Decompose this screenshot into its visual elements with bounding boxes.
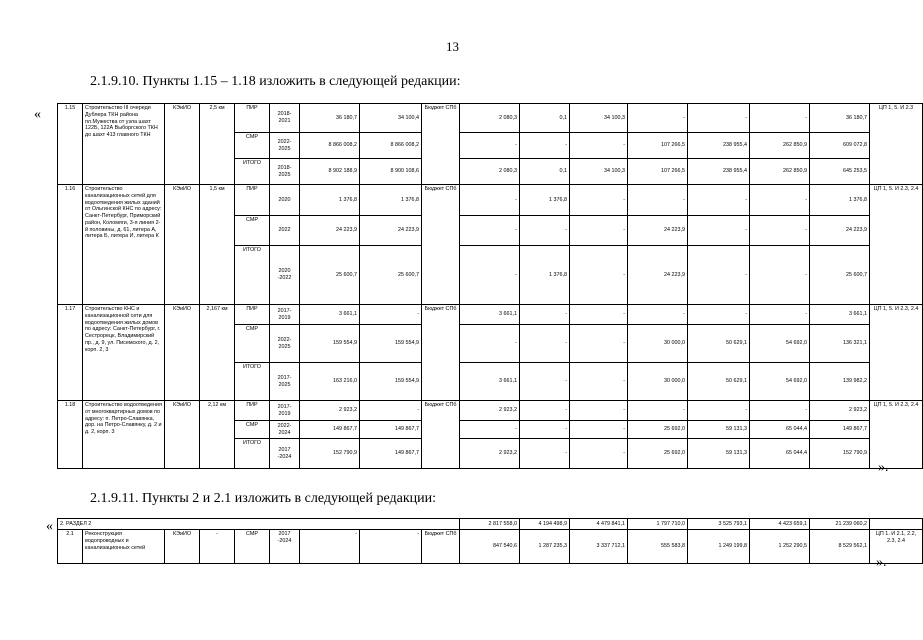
stage-cell: СМР [235,325,270,363]
limit-cell: 159 554,9 [360,325,422,363]
value-cell: 262 850,9 [750,133,810,159]
funding-cell: Бюджет СПб [422,185,460,305]
value-cell: 59 131,3 [688,421,750,439]
refs-cell: ЦП 1, 5. И 2.3, 2.4 [870,185,923,305]
cost-cell: 25 600,7 [300,246,360,305]
item-length: 2,5 км [200,104,235,185]
cost-cell: 36 180,7 [300,104,360,133]
item-name: Реконструкция водопроводных и канализационных сетей [83,530,165,564]
value-cell: 30 000,0 [628,325,688,363]
value-cell: 65 044,4 [750,439,810,469]
cost-cell: 163 216,0 [300,363,360,401]
item-number: 1.18 [58,401,83,469]
item-responsible: КЭиИО [165,305,200,401]
item-period: 2017 -2024 [270,530,300,564]
period-cell: 2017-2025 [270,363,300,401]
open-quote-2: « [46,519,53,534]
cost-cell: 8 902 188,9 [300,159,360,185]
cost-cell: 152 790,9 [300,439,360,469]
stage-cell: ИТОГО [235,159,270,185]
value-cell: 24 223,9 [628,216,688,246]
section-value: 2 817 558,0 [460,519,520,530]
value-cell: - [570,325,628,363]
value-cell: - [520,421,570,439]
value-cell: 36 180,7 [810,104,870,133]
value-cell: - [460,421,520,439]
value-cell: 2 923,2 [460,439,520,469]
value-cell: - [570,185,628,216]
cost-cell: 8 866 008,2 [300,133,360,159]
period-cell: 2022-2025 [270,133,300,159]
value-cell: 34 100,3 [570,159,628,185]
value-cell: - [520,363,570,401]
close-quote-2: ». [876,555,887,570]
cost-cell: 3 661,1 [300,305,360,325]
value-cell: 107 266,5 [628,159,688,185]
program-table-2 [57,518,923,564]
section-heading-1: 2.1.9.10. Пункты 1.15 – 1.18 изложить в следующей редакции: [90,74,461,89]
value-cell: 262 850,9 [750,159,810,185]
limit-cell: 8 900 108,6 [360,159,422,185]
value-cell: 1 376,8 [810,185,870,216]
value-cell: 645 253,5 [810,159,870,185]
funding-cell: Бюджет СПб [422,401,460,469]
value-cell: - [688,401,750,421]
period-cell: 2022-2024 [270,421,300,439]
value-cell: - [520,133,570,159]
value-cell: - [570,363,628,401]
cost-cell: 2 923,2 [300,401,360,421]
limit-cell: - [360,305,422,325]
value-cell: 54 692,0 [750,325,810,363]
table-row [58,185,923,216]
value-cell: - [570,305,628,325]
item-value: 1 249 199,8 [688,530,750,564]
value-cell: - [460,133,520,159]
value-cell: - [750,305,810,325]
value-cell: 30 000,0 [628,363,688,401]
open-quote-1: « [34,107,41,122]
item-name: Строительство КНС и канализационной сети для водоотведения жилых домов по адресу: Санкт-Петербург, г. Сестрорецк, Владимирский пр., д. 9, ул. Писемского, д. 2, корп. 2, 3 [83,305,165,401]
table-row [58,401,923,421]
item-name: Строительство III очереди Дублера ТКН района пл.Мужества от узла шахт 122Б, 122А Выборгского ТКН до шахт 413 главного ТКН [83,104,165,185]
value-cell: - [570,421,628,439]
limit-cell: - [360,401,422,421]
funding-cell: Бюджет СПб [422,305,460,401]
value-cell: 50 629,1 [688,363,750,401]
limit-cell: 8 866 008,2 [360,133,422,159]
item-responsible: КЭиИО [165,530,200,564]
item-funding: Бюджет СПб [422,530,460,564]
item-value: 3 337 712,1 [570,530,628,564]
value-cell: - [570,216,628,246]
value-cell: 2 080,3 [460,104,520,133]
period-cell: 2022-2025 [270,325,300,363]
item-responsible: КЭиИО [165,104,200,185]
section-value: 4 194 498,9 [520,519,570,530]
value-cell: 24 223,9 [628,246,688,305]
value-cell: 2 080,3 [460,159,520,185]
item-value: 1 252 290,5 [750,530,810,564]
item-number: 1.15 [58,104,83,185]
limit-cell: 149 867,7 [360,421,422,439]
program-table-1 [57,103,923,469]
item-length: 2,167 км [200,305,235,401]
section-value: 4 479 841,1 [570,519,628,530]
value-cell: 238 955,4 [688,133,750,159]
stage-cell: ПИР [235,305,270,325]
value-cell: 149 867,7 [810,421,870,439]
value-cell: - [688,305,750,325]
cost-cell: 1 376,8 [300,185,360,216]
value-cell: 65 044,4 [750,421,810,439]
value-cell: - [460,246,520,305]
value-cell: - [750,216,810,246]
section-value: 21 239 060,2 [810,519,870,530]
value-cell: 1 376,8 [520,246,570,305]
value-cell: - [688,104,750,133]
value-cell: 59 131,3 [688,439,750,469]
section-value: 4 423 659,1 [750,519,810,530]
value-cell: 2 923,2 [460,401,520,421]
value-cell: - [520,305,570,325]
item-value: 847 540,6 [460,530,520,564]
value-cell: - [750,104,810,133]
item-name: Строительство канализационных сетей для водоотведения жилых зданий от Ольгинской КНС по адресу: Санкт-Петербург, Приморский район, Коломяги, 3-я линия 2-й половины, д. 61, литера А, литера Б, литера И, литера К [83,185,165,305]
item-name: Строительство водоотведения от многоквартирных домов по адресу: п. Петро-Славянка, дор. на Петро-Славянку, д. 2 и д. 2, корп. 3 [83,401,165,469]
value-cell: - [460,325,520,363]
value-cell: - [628,104,688,133]
value-cell: 609 072,8 [810,133,870,159]
limit-cell: 25 600,7 [360,246,422,305]
item-responsible: КЭиИО [165,401,200,469]
value-cell: - [688,246,750,305]
value-cell: - [520,325,570,363]
item-length: 1,5 км [200,185,235,305]
item-number: 2.1 [58,530,83,564]
value-cell: 3 661,1 [460,305,520,325]
section-value: 3 525 793,1 [688,519,750,530]
close-quote-1: ». [878,460,889,475]
section-label: 2. РАЗДЕЛ 2 [58,519,460,530]
value-cell: 25 692,0 [628,439,688,469]
item-refs: ЦП 1. И 2.1, 2.2, 2.3, 2.4 [870,530,923,564]
value-cell: - [688,216,750,246]
value-cell: 3 661,1 [460,363,520,401]
item-limit: - [360,530,422,564]
item-number: 1.17 [58,305,83,401]
value-cell: 238 955,4 [688,159,750,185]
value-cell: - [520,216,570,246]
value-cell: 107 266,5 [628,133,688,159]
item-value: 555 583,8 [628,530,688,564]
value-cell: - [688,185,750,216]
value-cell: 0,1 [520,104,570,133]
stage-cell: СМР [235,133,270,159]
value-cell: 2 923,2 [810,401,870,421]
value-cell: - [750,246,810,305]
period-cell: 2018-2025 [270,159,300,185]
item-cost: - [300,530,360,564]
refs-cell: ЦП 1, 5. И 2.3, 2.4 [870,305,923,401]
stage-cell: ИТОГО [235,363,270,401]
limit-cell: 34 100,4 [360,104,422,133]
value-cell: - [570,401,628,421]
stage-cell: ПИР [235,104,270,133]
value-cell: 139 982,2 [810,363,870,401]
stage-cell: СМР [235,421,270,439]
period-cell: 2018-2021 [270,104,300,133]
limit-cell: 24 223,9 [360,216,422,246]
limit-cell: 159 554,9 [360,363,422,401]
funding-cell: Бюджет СПб [422,104,460,185]
value-cell: 24 223,9 [810,216,870,246]
value-cell: 50 629,1 [688,325,750,363]
section-heading-2: 2.1.9.11. Пункты 2 и 2.1 изложить в следующей редакции: [90,491,436,506]
value-cell: - [520,401,570,421]
value-cell: 25 600,7 [810,246,870,305]
item-responsible: КЭиИО [165,185,200,305]
stage-cell: ИТОГО [235,439,270,469]
value-cell: - [750,185,810,216]
cost-cell: 149 867,7 [300,421,360,439]
value-cell: 54 692,0 [750,363,810,401]
value-cell: 25 692,0 [628,421,688,439]
cost-cell: 159 554,9 [300,325,360,363]
table-row [58,104,923,133]
item-value: 1 287 235,3 [520,530,570,564]
item-value: 8 529 562,1 [810,530,870,564]
section-refs-cell [870,519,923,530]
refs-cell: ЦП 1, 5. И 2.3, 2.4 [870,401,923,469]
value-cell: - [570,133,628,159]
item-length: 2,12 км [200,401,235,469]
period-cell: 2017-2019 [270,305,300,325]
item-number: 1.16 [58,185,83,305]
value-cell: - [460,216,520,246]
section-value: 1 797 710,0 [628,519,688,530]
period-cell: 2017-2019 [270,401,300,421]
period-cell: 2020 [270,185,300,216]
table-row [58,305,923,325]
stage-cell: СМР [235,216,270,246]
value-cell: 34 100,3 [570,104,628,133]
value-cell: 136 321,1 [810,325,870,363]
value-cell: - [520,439,570,469]
value-cell: 3 661,1 [810,305,870,325]
item-stage: СМР [235,530,270,564]
value-cell: - [570,246,628,305]
value-cell: 0,1 [520,159,570,185]
item-length: - [200,530,235,564]
value-cell: - [570,439,628,469]
value-cell: - [460,185,520,216]
period-cell: 2017 -2024 [270,439,300,469]
value-cell: - [628,401,688,421]
value-cell: - [628,305,688,325]
value-cell: 152 790,9 [810,439,870,469]
refs-cell: ЦП 1, 5. И 2.3 [870,104,923,185]
value-cell: - [750,401,810,421]
stage-cell: ПИР [235,185,270,216]
limit-cell: 1 376,8 [360,185,422,216]
page-number: 13 [446,39,459,54]
stage-cell: ИТОГО [235,246,270,305]
cost-cell: 24 223,9 [300,216,360,246]
value-cell: 1 376,8 [520,185,570,216]
stage-cell: ПИР [235,401,270,421]
period-cell: 2020 -2022 [270,246,300,305]
period-cell: 2022 [270,216,300,246]
limit-cell: 149 867,7 [360,439,422,469]
value-cell: - [628,185,688,216]
